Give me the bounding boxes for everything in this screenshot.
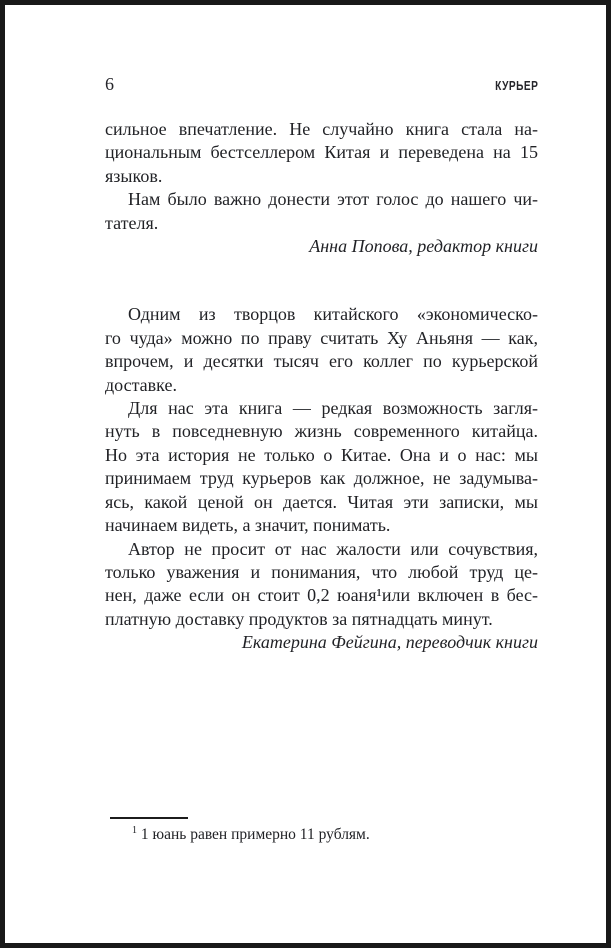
- body-text: [105, 118, 538, 655]
- text-line: доставке.: [105, 374, 177, 395]
- text-line: нуть в повседневную жизнь современного китайца.: [105, 421, 538, 442]
- page-header: [105, 75, 538, 93]
- text-line: Но эта история не только о Китае. Она и о нас: мы: [105, 444, 538, 465]
- text-line: впрочем, и десятки тысяч его коллег по курьерской: [105, 351, 538, 372]
- text-line: Автор не просит от нас жалости или сочувствия,: [128, 538, 538, 559]
- text-line: тателя.: [105, 212, 159, 233]
- text-line: го чуда» можно по праву считать Ху Аньяня — как,: [105, 327, 538, 348]
- footnote-marker: 1: [132, 824, 137, 836]
- footnote-area: [105, 817, 538, 844]
- text-line: Анна Попова, редактор книги: [309, 236, 538, 257]
- text-line: Для нас эта книга — редкая возможность загля-: [128, 398, 538, 419]
- text-line: языков.: [105, 165, 163, 186]
- text-line: платную доставку продуктов за пятнадцать минут.: [105, 608, 493, 629]
- paragraph: [105, 188, 538, 235]
- footnote-text: [105, 825, 538, 844]
- text-line: Нам было важно донести этот голос до нашего чи-: [128, 189, 538, 210]
- signature-line: [105, 235, 538, 258]
- running-title: КУРЬЕР: [494, 78, 538, 93]
- paragraph: [105, 118, 538, 188]
- paragraph: [105, 303, 538, 397]
- text-line: только уважения и понимания, что любой труд це-: [105, 561, 538, 582]
- paragraph: [105, 538, 538, 632]
- text-line: принимаем труд курьеров как должное, не задумыва-: [105, 468, 538, 489]
- footnote-rule: [110, 817, 188, 819]
- text-line: Екатерина Фейгина, переводчик книги: [241, 632, 538, 653]
- text-line: нен, даже если он стоит 0,2 юаня¹или включен в бес-: [105, 585, 538, 606]
- signature-line: [105, 631, 538, 654]
- text-line: циональным бестселлером Китая и переведена на 15: [105, 142, 538, 163]
- footnote-body: 1 юань равен примерно 11 рублям.: [140, 826, 370, 843]
- paragraph: [105, 397, 538, 537]
- page-number: 6: [105, 74, 114, 94]
- text-line: начинаем видеть, а значит, понимать.: [105, 515, 391, 536]
- text-line: сильное впечатление. Не случайно книга стала на-: [105, 119, 538, 139]
- text-line: ясь, какой ценой он дается. Читая эти записки, мы: [105, 491, 538, 512]
- text-line: Одним из творцов китайского «экономическо-: [128, 304, 538, 325]
